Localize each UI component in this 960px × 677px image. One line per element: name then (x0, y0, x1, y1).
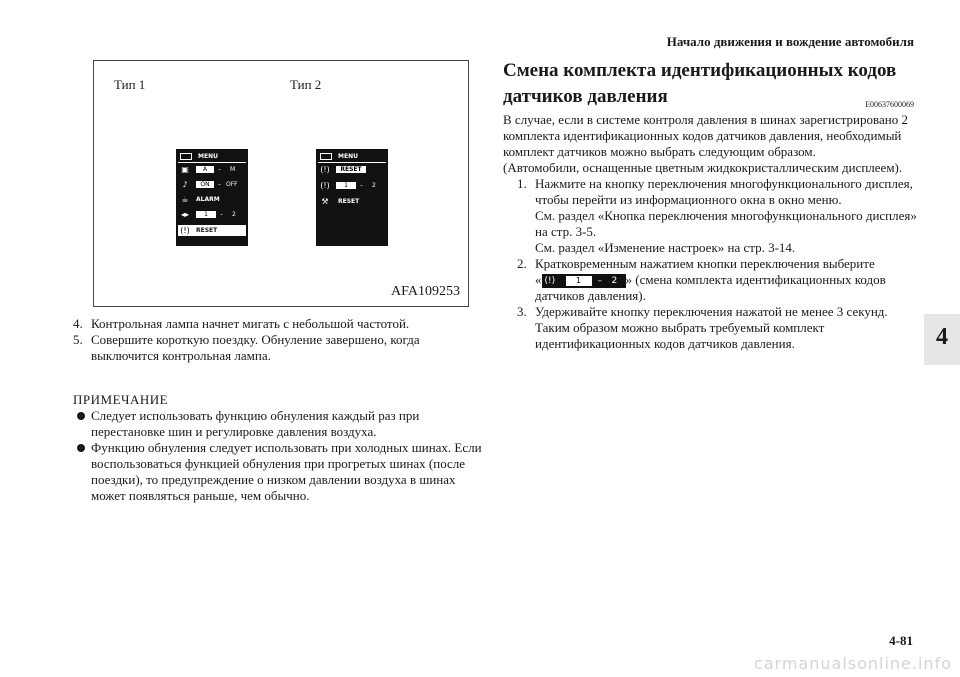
tire-pressure-icon: (!) (320, 181, 330, 190)
tire-pressure-icon: (!) (544, 276, 556, 287)
toolbox-icon (320, 153, 332, 160)
bullet-icon (77, 444, 85, 452)
chapter-number: 4 (936, 324, 948, 350)
type1-label: Тип 1 (114, 77, 146, 92)
note-list (73, 408, 483, 504)
alarm-label: ALARM (196, 196, 220, 203)
section-title: Смена комплекта идентификационных кодов датчиков давления (503, 60, 897, 107)
document-code: E00637600069 (865, 100, 914, 109)
reset-chip: RESET (336, 166, 366, 173)
toolbox-icon (180, 153, 192, 160)
section-header: Начало движения и вождение автомобиля (666, 34, 914, 49)
reference-1: См. раздел «Кнопка переключения многофункционального дисплея» на стр. 3-5. (535, 208, 917, 239)
bullet-icon (77, 412, 85, 420)
figure-box (93, 60, 469, 307)
sound-option: OFF (226, 181, 238, 188)
right-step-2: 2. Кратковременным нажатием кнопки переключения выберите « (!) 1 – 2 » (смена комплекта идентификационных кодов датчиков давления). (517, 256, 886, 304)
reference-2: См. раздел «Изменение настроек» на стр. 3-14. (535, 240, 796, 255)
speaker-icon: ♪ (182, 180, 188, 189)
menu-row-reset-2 (318, 196, 386, 207)
menu-row-sensor-set: ◂▸ 1 – 2 (180, 210, 236, 219)
type2-display-screen (316, 149, 388, 246)
tire-pressure-icon: (!) (180, 226, 190, 235)
note-title: ПРИМЕЧАНИЕ (73, 392, 169, 407)
coffee-cup-icon: ☕ (181, 195, 189, 204)
menu-row-sensor-set: (!) 1 – 2 (320, 181, 376, 190)
figure-code: AFA109253 (391, 284, 460, 299)
note-bullet: Следует использовать функцию обнуления каждый раз при перестановке шин и регулировке давления воздуха. (73, 408, 483, 440)
menu-row-reset-1 (318, 164, 386, 175)
step-4: 4. Контрольная лампа начнет мигать с небольшой частотой. (73, 316, 410, 331)
sensor-set-chip: 1 (336, 182, 356, 189)
menu-label: MENU (198, 153, 218, 160)
menu-label: MENU (338, 153, 358, 160)
menu-row-mode: ▣ A – M (178, 164, 246, 175)
reset-label: RESET (338, 198, 360, 205)
sensor-set-display-chip: (!) 1 – 2 (542, 274, 626, 288)
reset-label: RESET (196, 227, 218, 234)
arrows-icon: ◂▸ (180, 210, 190, 219)
display-mode-icon: ▣ (181, 165, 189, 174)
menu-row-alarm (178, 194, 246, 205)
menu-row-reset (178, 225, 246, 236)
right-step-3: 3. Удерживайте кнопку переключения нажатой не менее 3 секунд. Таким образом можно выбрать требуемый комплект идентификационных кодов датчиков давления. (517, 304, 888, 352)
maintenance-icon: ⚒ (321, 197, 329, 206)
mode-option: M (230, 166, 236, 173)
mode-chip: A (196, 166, 214, 173)
sensor-set-option: 2 (232, 211, 236, 218)
sound-chip: ON (196, 181, 214, 188)
step-5: 5. Совершите короткую поездку. Обнуление завершено, когда выключится контрольная лампа. (73, 332, 420, 363)
right-body (503, 112, 923, 352)
menu-header (178, 152, 246, 161)
note-bullet: Функцию обнуления следует использовать при холодных шинах. Если воспользоваться функцией обнуления при прогретых шинах (после поездки), то предупреждение о низком давлении воздуха в шинах может появляться раньше, чем обычно. (73, 440, 483, 504)
type1-display-screen (176, 149, 248, 246)
tire-pressure-icon: (!) (320, 165, 330, 174)
watermark: carmanualsonline.info (753, 654, 952, 673)
steps-left (73, 316, 473, 364)
chapter-tab (924, 314, 960, 365)
page-number: 4-81 (889, 633, 913, 648)
intro-paragraph: В случае, если в системе контроля давления в шинах зарегистрировано 2 комплекта идентификационных кодов датчиков давления, необходимый комплект датчиков можно выбрать следующим образом. (503, 112, 908, 159)
type2-label: Тип 2 (290, 77, 322, 92)
sensor-set-chip: 1 (196, 211, 216, 218)
menu-row-sound: ♪ ON – OFF (178, 179, 246, 190)
menu-header (318, 152, 386, 161)
sensor-set-option: 2 (372, 182, 376, 189)
intro-note: (Автомобили, оснащенные цветным жидкокристаллическим дисплеем). (503, 160, 903, 175)
right-step-1: 1. Нажмите на кнопку переключения многофункционального дисплея, чтобы перейти из информационного окна в окно меню. См. раздел «Кнопка переключения многофункционального дисплея» на стр. 3-5. См. раздел «Изменение настроек» на стр. 3-14. (503, 176, 923, 256)
